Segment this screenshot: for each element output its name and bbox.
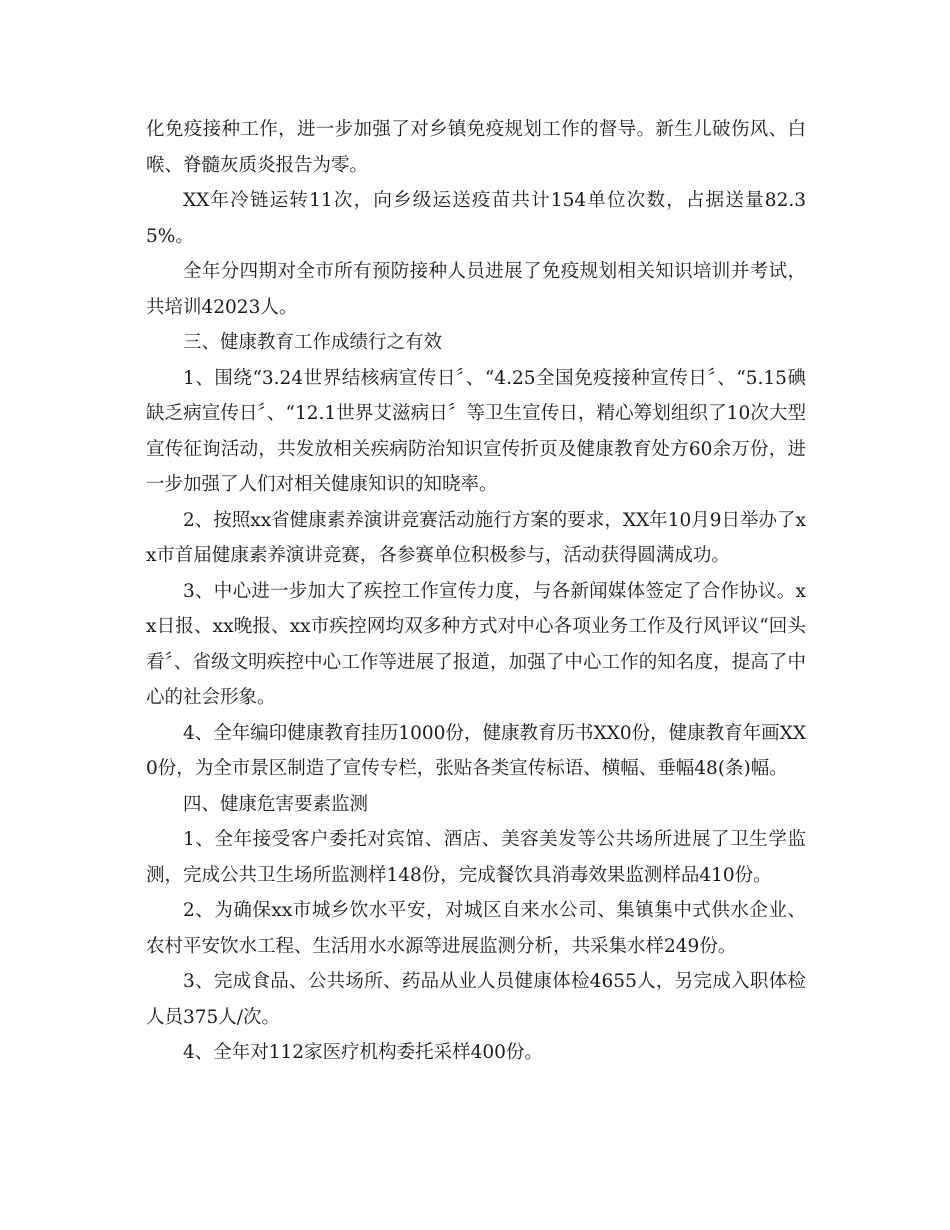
paragraph-media-cooperation: 3、中心进一步加大了疾控工作宣传力度，与各新闻媒体签定了合作协议。xx日报、xx晚报、xx市疾控网均双多种方式对中心各项业务工作及行风评议“回头看〞、省级文明疾控中心工作等进展了报道，加强了中心工作的知名度，提高了中心的社会形象。 — [146, 580, 806, 708]
paragraph-medical-sampling: 4、全年对112家医疗机构委托采样400份。 — [183, 1042, 543, 1063]
section-heading-health-education: 三、健康教育工作成绩行之有效 — [183, 332, 443, 353]
paragraph-publicity-days: 1、围绕“3.24世界结核病宣传日〞、“4.25全国免疫接种宣传日〞、“5.15碘缺乏病宣传日〞、“12.1世界艾滋病日〞等卫生宣传日，精心筹划组织了10次大型宣传征询活动，共发放相关疾病防治知识宣传折页及健康教育处方60余万份，进一步加强了人们对相关健康知识的知晓率。 — [146, 367, 806, 495]
paragraph-public-places-monitoring: 1、全年接受客户委托对宾馆、酒店、美容美发等公共场所进展了卫生学监测，完成公共卫生场所监测样148份，完成餐饮具消毒效果监测样品410份。 — [146, 829, 806, 886]
paragraph-water-monitoring: 2、为确保xx市城乡饮水平安，对城区自来水公司、集镇集中式供水企业、农村平安饮水工程、生活用水水源等进展监测分析，共采集水样249份。 — [146, 900, 806, 957]
paragraph-immunization-supervision: 化免疫接种工作，进一步加强了对乡镇免疫规划工作的督导。新生儿破伤风、白喉、脊髓灰质炎报告为零。 — [146, 119, 806, 176]
section-heading-hazard-monitoring: 四、健康危害要素监测 — [183, 793, 369, 815]
paragraph-printed-materials: 4、全年编印健康教育挂历1000份，健康教育历书XX0份，健康教育年画XX0份，为全市景区制造了宣传专栏，张贴各类宣传标语、横幅、垂幅48(条)幅。 — [146, 722, 806, 779]
paragraph-training: 全年分四期对全市所有预防接种人员进展了免疫规划相关知识培训并考试，共培训42023人。 — [146, 261, 806, 318]
paragraph-speech-contest: 2、按照xx省健康素养演讲竞赛活动施行方案的要求，XX年10月9日举办了xx市首届健康素养演讲竞赛，各参赛单位积极参与，活动获得圆满成功。 — [146, 509, 806, 566]
paragraph-cold-chain: XX年冷链运转11次，向乡级运送疫苗共计154单位次数，占据送量82.35%。 — [146, 190, 806, 247]
document-body — [146, 112, 806, 1071]
paragraph-health-checkups: 3、完成食品、公共场所、药品从业人员健康体检4655人，另完成入职体检人员375人/次。 — [146, 971, 806, 1028]
